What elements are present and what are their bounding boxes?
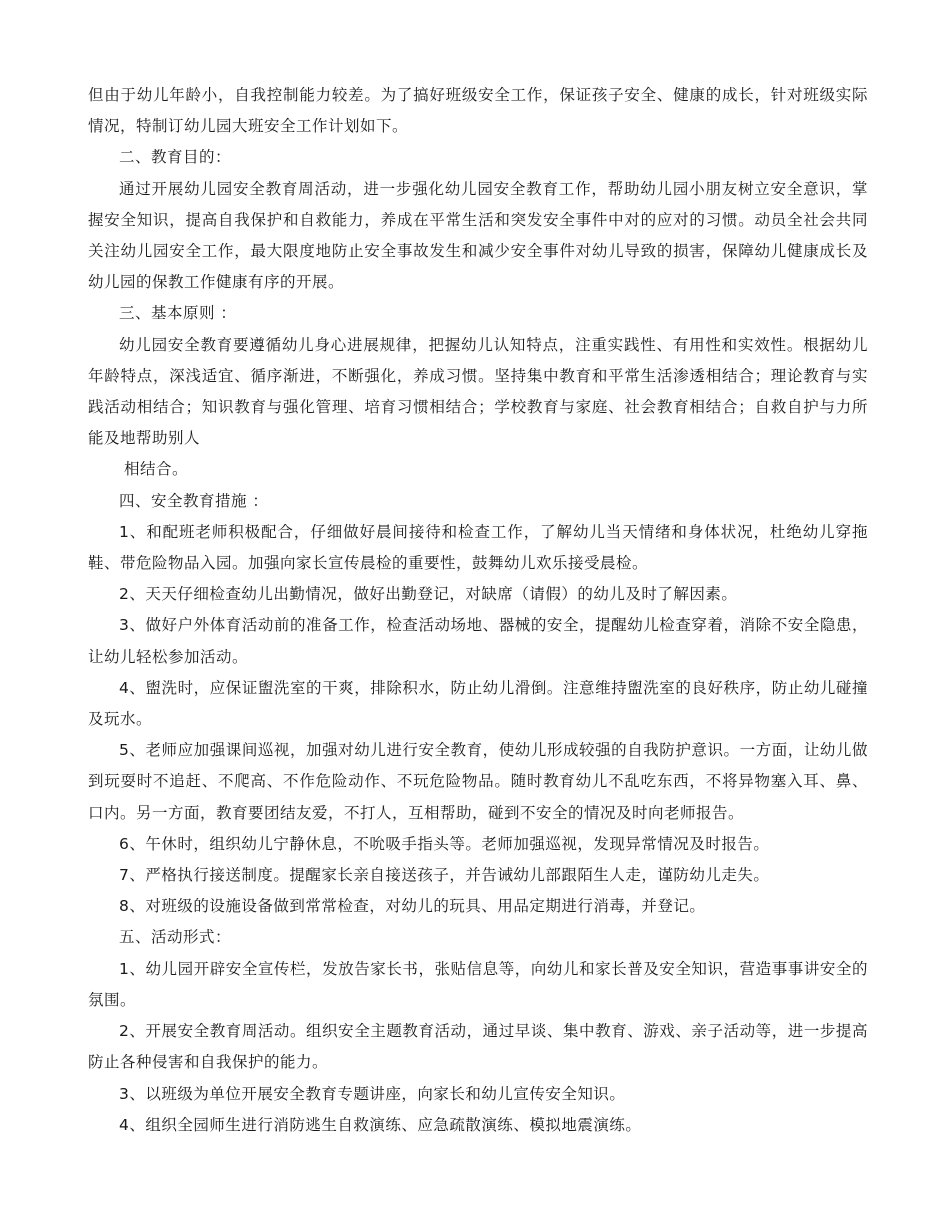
activity-form-item: 2、开展安全教育周活动。组织安全主题教育活动，通过早谈、集中教育、游戏、亲子活动等，进一步提高防止各种侵害和自我保护的能力。 bbox=[88, 1022, 868, 1072]
activity-form-item: 3、以班级为单位开展安全教育专题讲座，向家长和幼儿宣传安全知识。 bbox=[119, 1084, 626, 1103]
education-goal-paragraph: 通过开展幼儿园安全教育周活动，进一步强化幼儿园安全教育工作，帮助幼儿园小朋友树立安全意识，掌握安全知识，提高自我保护和自救能力，养成在平常生活和突发安全事件中对的应对的习惯。动员全社会共同关注幼儿园安全工作，最大限度地防止安全事故发生和减少安全事件对幼儿导致的损害，保障幼儿健康成长及幼儿园的保教工作健康有序的开展。 bbox=[88, 179, 868, 292]
basic-principles-paragraph: 幼儿园安全教育要遵循幼儿身心进展规律，把握幼儿认知特点，注重实践性、有用性和实效性。根据幼儿年龄特点，深浅适宜、循序渐进，不断强化，养成习惯。坚持集中教育和平常生活渗透相结合；理论教育与实践活动相结合；知识教育与强化管理、培育习惯相结合；学校教育与家庭、社会教育相结合；自救自护与力所能及地帮助别人 bbox=[88, 335, 868, 448]
section-heading-basic-principles: 三、基本原则 ： bbox=[119, 304, 237, 323]
safety-measure-item: 8、对班级的设施设备做到常常检查，对幼儿的玩具、用品定期进行消毒，并登记。 bbox=[119, 897, 706, 916]
safety-measure-item: 5、老师应加强课间巡视，加强对幼儿进行安全教育，使幼儿形成较强的自我防护意识。一方面，让幼儿做到玩耍时不追赶、不爬高、不作危险动作、不玩危险物品。随时教育幼儿不乱吃东西，不将异物塞入耳、鼻、口内。另一方面，教育要团结友爱，不打人，互相帮助，碰到不安全的情况及时向老师报告。 bbox=[88, 741, 868, 822]
activity-form-item: 4、组织全园师生进行消防逃生自救演练、应急疏散演练、模拟地震演练。 bbox=[119, 1115, 642, 1134]
safety-measure-item: 6、午休时，组织幼儿宁静休息，不吮吸手指头等。老师加强巡视，发现异常情况及时报告。 bbox=[119, 834, 770, 853]
safety-measure-item: 7、严格执行接送制度。提醒家长亲自接送孩子，并告诫幼儿部跟陌生人走，谨防幼儿走失。 bbox=[119, 866, 770, 885]
safety-measure-item: 2、天天仔细检查幼儿出勤情况，做好出勤登记，对缺席（请假）的幼儿及时了解因素。 bbox=[119, 585, 738, 604]
activity-form-item: 1、幼儿园开辟安全宣传栏，发放告家长书，张贴信息等，向幼儿和家长普及安全知识，营造事事讲安全的氛围。 bbox=[88, 959, 868, 1009]
document-page bbox=[88, 80, 868, 1141]
basic-principles-tail: 相结合。 bbox=[124, 460, 189, 479]
section-heading-safety-measures: 四、安全教育措施 ： bbox=[119, 491, 269, 510]
section-heading-education-goal: 二、教育目的： bbox=[119, 148, 232, 167]
intro-paragraph: 但由于幼儿年龄小，自我控制能力较差。为了搞好班级安全工作，保证孩子安全、健康的成长，针对班级实际情况，特制订幼儿园大班安全工作计划如下。 bbox=[88, 86, 868, 136]
safety-measure-item: 4、盥洗时，应保证盥洗室的干爽，排除积水，防止幼儿滑倒。注意维持盥洗室的良好秩序，防止幼儿碰撞及玩水。 bbox=[88, 678, 868, 729]
safety-measure-item: 3、做好户外体育活动前的准备工作，检查活动场地、器械的安全，提醒幼儿检查穿着，消除不安全隐患，让幼儿轻松参加活动。 bbox=[88, 616, 868, 666]
section-heading-activity-forms: 五、活动形式： bbox=[119, 928, 232, 947]
safety-measure-item: 1、和配班老师积极配合，仔细做好晨间接待和检查工作，了解幼儿当天情绪和身体状况，杜绝幼儿穿拖鞋、带危险物品入园。加强向家长宣传晨检的重要性，鼓舞幼儿欢乐接受晨检。 bbox=[88, 522, 868, 573]
